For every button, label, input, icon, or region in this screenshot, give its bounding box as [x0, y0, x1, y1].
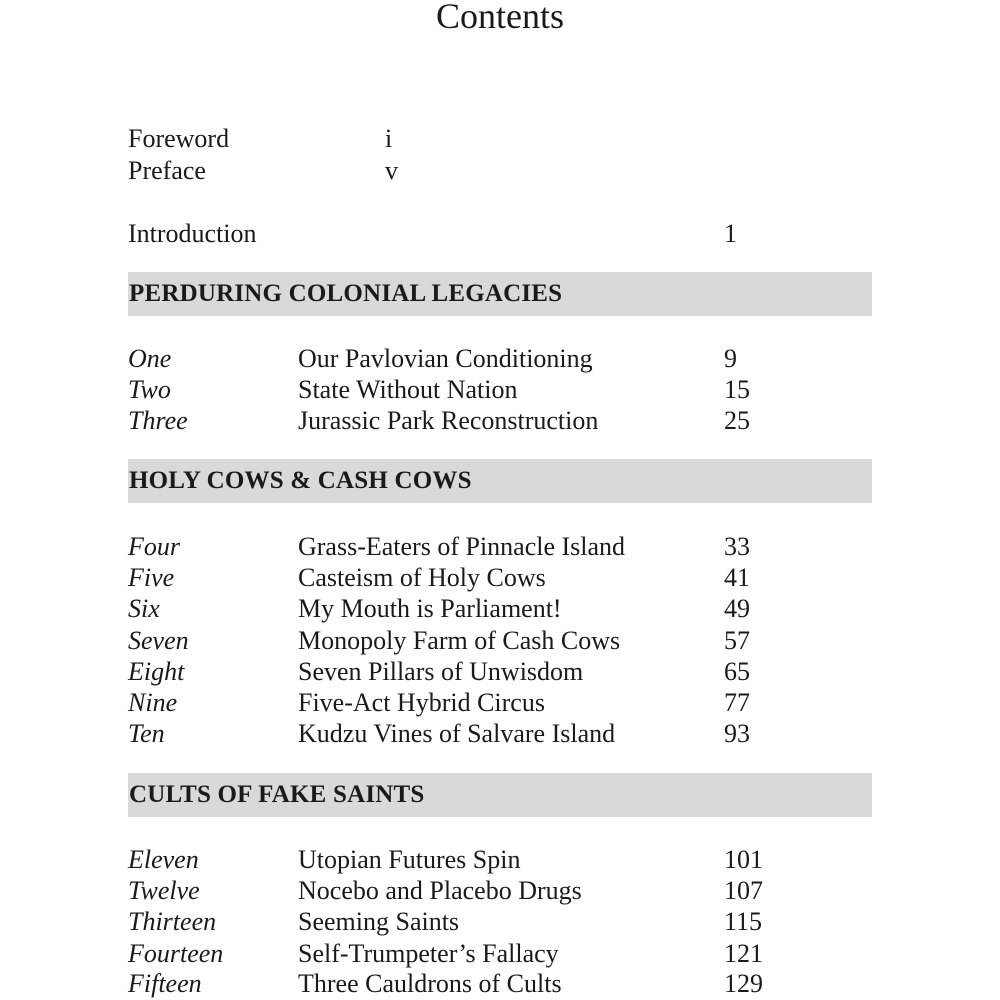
toc-chapter-entry[interactable] — [0, 594, 1000, 624]
toc-chapter-entry[interactable] — [0, 876, 1000, 906]
chapter-title: Monopoly Farm of Cash Cows — [298, 626, 621, 655]
chapter-number: Fifteen — [128, 969, 202, 998]
chapter-title: Jurassic Park Reconstruction — [298, 406, 599, 435]
chapter-page: 15 — [724, 375, 750, 404]
chapter-number: Six — [128, 594, 160, 623]
chapter-number: Ten — [128, 719, 165, 748]
toc-chapter-entry[interactable] — [0, 907, 1000, 937]
toc-chapter-entry[interactable] — [0, 719, 1000, 749]
chapter-title: Grass-Eaters of Pinnacle Island — [298, 532, 626, 561]
chapter-number: Fourteen — [128, 939, 224, 968]
chapter-page: 101 — [724, 845, 763, 874]
toc-chapter-entry[interactable] — [0, 845, 1000, 875]
entry-label: Preface — [128, 156, 206, 185]
chapter-title: Kudzu Vines of Salvare Island — [298, 719, 616, 748]
section-heading-text: HOLY COWS & CASH COWS — [129, 467, 472, 494]
chapter-title: Five-Act Hybrid Circus — [298, 688, 545, 717]
entry-page: v — [385, 156, 398, 185]
chapter-page: 121 — [724, 939, 763, 968]
chapter-number: Five — [128, 563, 175, 592]
chapter-page: 65 — [724, 657, 750, 686]
toc-chapter-entry[interactable] — [0, 626, 1000, 656]
chapter-title: Self-Trumpeter’s Fallacy — [298, 939, 559, 968]
toc-chapter-entry[interactable] — [0, 563, 1000, 593]
chapter-number: Three — [128, 406, 188, 435]
toc-chapter-entry[interactable] — [0, 939, 1000, 969]
chapter-number: Eleven — [128, 845, 199, 874]
section-heading-text: CULTS OF FAKE SAINTS — [129, 781, 425, 808]
chapter-page: 25 — [724, 406, 750, 435]
chapter-page: 77 — [724, 688, 750, 717]
section-heading-colonial-legacies — [128, 272, 872, 316]
chapter-page: 129 — [724, 969, 763, 998]
chapter-page: 93 — [724, 719, 750, 748]
chapter-title: Nocebo and Placebo Drugs — [298, 876, 582, 905]
entry-label: Foreword — [128, 124, 230, 153]
toc-chapter-entry[interactable] — [0, 532, 1000, 562]
chapter-number: Two — [128, 375, 171, 404]
chapter-number: Four — [128, 532, 180, 561]
chapter-number: One — [128, 344, 172, 373]
chapter-page: 107 — [724, 876, 763, 905]
toc-entry-foreword[interactable] — [0, 124, 1000, 154]
chapter-page: 41 — [724, 563, 750, 592]
toc-entry-preface[interactable] — [0, 156, 1000, 186]
chapter-page: 33 — [724, 532, 750, 561]
chapter-title: Seven Pillars of Unwisdom — [298, 657, 584, 686]
chapter-title: State Without Nation — [298, 375, 518, 404]
section-heading-holy-cows — [128, 459, 872, 503]
chapter-title: Three Cauldrons of Cults — [298, 969, 562, 998]
chapter-number: Twelve — [128, 876, 200, 905]
toc-chapter-entry[interactable] — [0, 688, 1000, 718]
toc-chapter-entry[interactable] — [0, 344, 1000, 374]
chapter-number: Nine — [128, 688, 178, 717]
chapter-title: Utopian Futures Spin — [298, 845, 521, 874]
entry-page: i — [385, 124, 393, 153]
chapter-page: 57 — [724, 626, 750, 655]
entry-label: Introduction — [128, 219, 257, 248]
page-title: Contents — [435, 0, 564, 36]
toc-chapter-entry[interactable] — [0, 375, 1000, 405]
toc-chapter-entry[interactable] — [0, 406, 1000, 436]
section-heading-text: PERDURING COLONIAL LEGACIES — [129, 280, 563, 307]
chapter-title: Seeming Saints — [298, 907, 460, 936]
entry-page: 1 — [724, 219, 737, 248]
chapter-title: My Mouth is Parliament! — [298, 594, 562, 623]
chapter-title: Our Pavlovian Conditioning — [298, 344, 593, 373]
chapter-number: Eight — [128, 657, 185, 686]
chapter-page: 49 — [724, 594, 750, 623]
section-heading-fake-saints — [128, 773, 872, 817]
chapter-number: Seven — [128, 626, 189, 655]
toc-entry-introduction[interactable] — [0, 219, 1000, 249]
chapter-page: 115 — [724, 907, 763, 936]
chapter-title: Casteism of Holy Cows — [298, 563, 546, 592]
toc-chapter-entry[interactable] — [0, 657, 1000, 687]
chapter-page: 9 — [724, 344, 737, 373]
chapter-number: Thirteen — [128, 907, 217, 936]
toc-chapter-entry[interactable] — [0, 969, 1000, 999]
